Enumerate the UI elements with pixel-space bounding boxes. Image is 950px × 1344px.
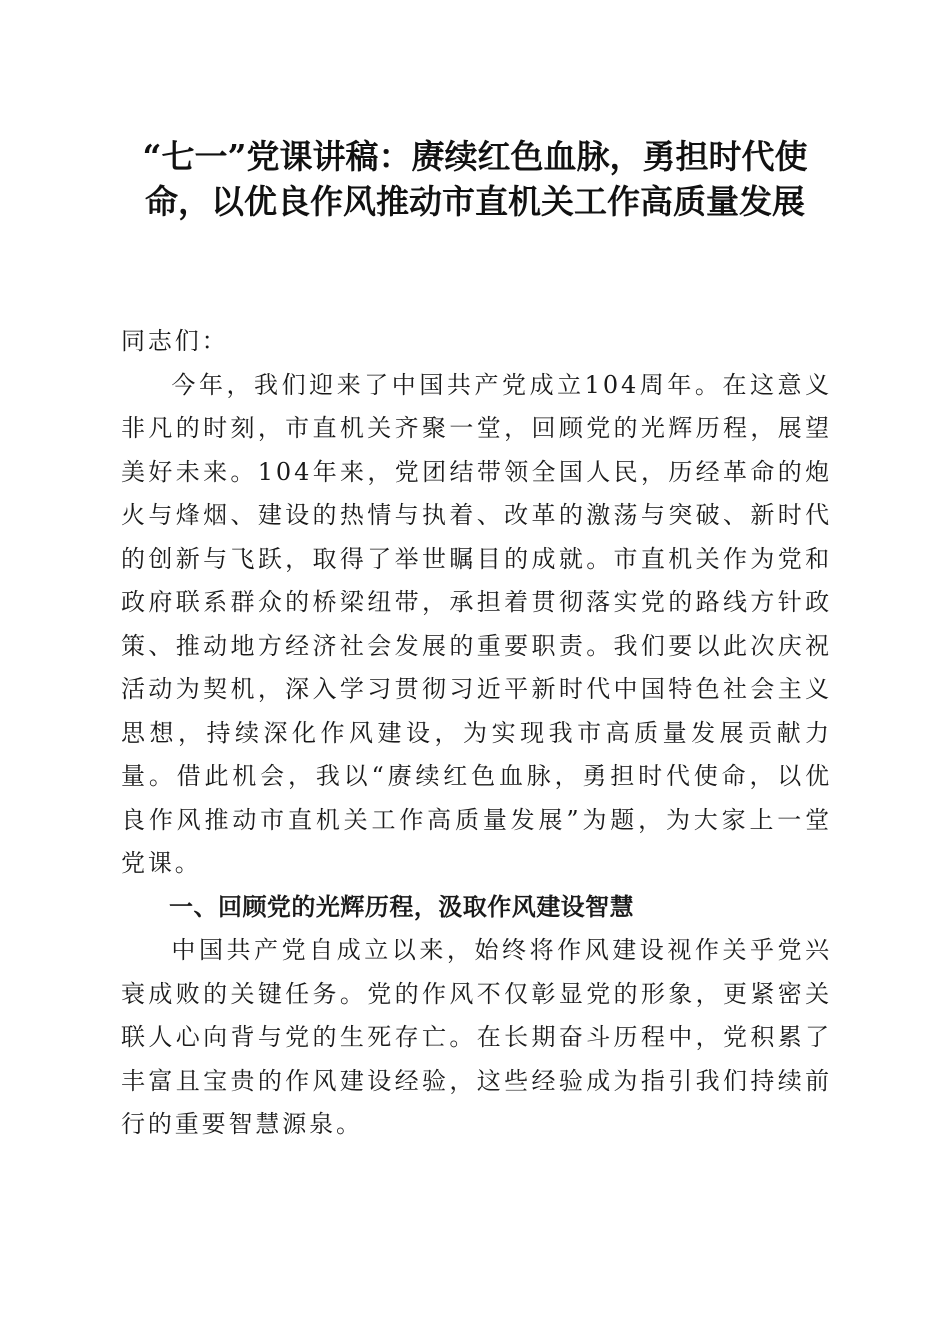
paragraph-intro: 今年，我们迎来了中国共产党成立104周年。在这意义非凡的时刻，市直机关齐聚一堂，回顾党的光辉历程，展望美好未来。104年来，党团结带领全国人民，历经革命的炮火与烽烟、建设的热情与执着、改革的激荡与突破、新时代的创新与飞跃，取得了举世瞩目的成就。市直机关作为党和政府联系群众的桥梁纽带，承担着贯彻落实党的路线方针政策、推动地方经济社会发展的重要职责。我们要以此次庆祝活动为契机，深入学习贯彻习近平新时代中国特色社会主义思想，持续深化作风建设，为实现我市高质量发展贡献力量。借此机会，我以“赓续红色血脉，勇担时代使命，以优良作风推动市直机关工作高质量发展”为题，为大家上一堂党课。 (121, 370, 832, 877)
paragraph-section-1: 中国共产党自成立以来，始终将作风建设视作关乎党兴衰成败的关键任务。党的作风不仅彰显党的形象，更紧密关联人心向背与党的生死存亡。在长期奋斗历程中，党积累了丰富且宝贵的作风建设经验，这些经验成为指引我们持续前行的重要智慧源泉。 (121, 936, 832, 1138)
document-body (121, 320, 832, 1147)
document-title: “七一”党课讲稿：赓续红色血脉，勇担时代使命，以优良作风推动市直机关工作高质量发展 (142, 137, 808, 221)
section-heading-1: 一、回顾党的光辉历程，汲取作风建设智慧 (169, 892, 635, 921)
salutation: 同志们： (121, 327, 229, 355)
